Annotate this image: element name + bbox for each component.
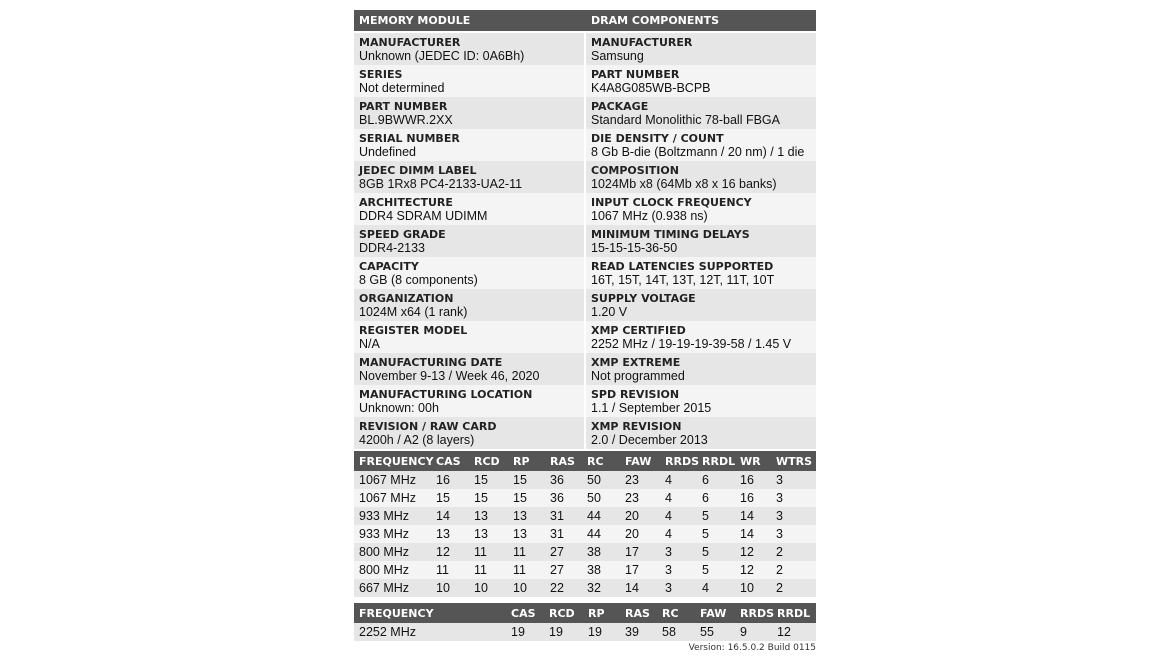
dram-field [586, 65, 816, 97]
table-cell: 11 [469, 561, 508, 579]
column-header: FREQUENCY [354, 451, 431, 471]
table-cell: 38 [582, 561, 620, 579]
field-label: SUPPLY VOLTAGE [591, 292, 696, 305]
column-header: RCD [544, 603, 583, 623]
table-cell: 23 [620, 471, 660, 489]
table-cell: 27 [545, 561, 582, 579]
jedec-timings-table [354, 451, 816, 597]
field-label: REGISTER MODEL [359, 324, 468, 337]
field-value: November 9-13 / Week 46, 2020 [359, 369, 540, 383]
table-cell: 5 [697, 543, 735, 561]
dram-field [586, 161, 816, 193]
dram-field [586, 225, 816, 257]
memory-module-field [354, 65, 584, 97]
table-cell: 10 [508, 579, 545, 597]
dram-component-fields [586, 33, 816, 449]
memory-module-field [354, 353, 584, 385]
column-header: RRDL [697, 451, 735, 471]
field-label: REVISION / RAW CARD [359, 420, 497, 433]
column-header: RAS [545, 451, 582, 471]
table-cell: 15 [431, 489, 469, 507]
field-label: MANUFACTURING DATE [359, 356, 503, 369]
field-label: SPD REVISION [591, 388, 680, 401]
table-cell: 13 [469, 525, 508, 543]
field-label: MANUFACTURING LOCATION [359, 388, 533, 401]
field-label: SERIAL NUMBER [359, 132, 460, 145]
memory-module-field [354, 321, 584, 353]
column-header: FAW [695, 603, 735, 623]
table-cell: 10 [735, 579, 771, 597]
dram-field [586, 289, 816, 321]
table-cell: 16 [735, 471, 771, 489]
column-header: RC [582, 451, 620, 471]
table-row [354, 471, 816, 489]
field-value: 1.20 V [591, 305, 628, 319]
field-value: Samsung [591, 49, 644, 63]
table-cell: 4 [660, 471, 697, 489]
table-cell: 12 [735, 561, 771, 579]
table-row [354, 489, 816, 507]
table-row [354, 525, 816, 543]
column-header: CAS [431, 451, 469, 471]
memory-module-field [354, 289, 584, 321]
table-cell: 2 [771, 561, 816, 579]
table-cell: 3 [771, 507, 816, 525]
table-cell: 10 [469, 579, 508, 597]
field-value: DDR4-2133 [359, 241, 426, 255]
table-cell: 6 [697, 489, 735, 507]
field-label: DIE DENSITY / COUNT [591, 132, 724, 145]
table-cell: 11 [469, 543, 508, 561]
column-header: FAW [620, 451, 660, 471]
field-value: Not determined [359, 81, 445, 95]
table-cell: 2252 MHz [354, 623, 431, 641]
table-cell: 22 [545, 579, 582, 597]
field-value: 1.1 / September 2015 [591, 401, 712, 415]
table-row [354, 561, 816, 579]
table-cell: 667 MHz [354, 579, 431, 597]
table-cell: 16 [735, 489, 771, 507]
dram-field [586, 321, 816, 353]
table-cell: 2 [771, 579, 816, 597]
table-row [354, 579, 816, 597]
table-cell: 5 [697, 525, 735, 543]
memory-module-field [354, 129, 584, 161]
table-cell: 933 MHz [354, 507, 431, 525]
dram-field [586, 129, 816, 161]
table-cell: 16 [431, 471, 469, 489]
dram-field [586, 33, 816, 65]
table-cell: 3 [660, 543, 697, 561]
column-header: RCD [469, 451, 508, 471]
dram-field [586, 385, 816, 417]
memory-module-field [354, 257, 584, 289]
field-value: 4200h / A2 (8 layers) [359, 433, 475, 447]
table-cell: 17 [620, 543, 660, 561]
column-header: RRDS [735, 603, 772, 623]
field-label: SPEED GRADE [359, 228, 446, 241]
table-cell: 58 [657, 623, 695, 641]
field-label: ORGANIZATION [359, 292, 454, 305]
column-header: WTRS [771, 451, 816, 471]
version-label: Version: 16.5.0.2 Build 0115 [688, 643, 816, 653]
table-row [354, 507, 816, 525]
table-cell: 15 [469, 471, 508, 489]
table-cell: 19 [544, 623, 583, 641]
column-header: RP [508, 451, 545, 471]
field-label: PACKAGE [591, 100, 649, 113]
table-cell: 27 [545, 543, 582, 561]
table-cell: 800 MHz [354, 561, 431, 579]
table-cell: 39 [620, 623, 657, 641]
table-cell: 12 [772, 623, 816, 641]
dram-field [586, 353, 816, 385]
field-value: DDR4 SDRAM UDIMM [359, 209, 488, 223]
memory-module-field [354, 161, 584, 193]
table-cell: 11 [508, 543, 545, 561]
table-cell: 17 [620, 561, 660, 579]
table-cell: 19 [506, 623, 544, 641]
field-label: COMPOSITION [591, 164, 679, 177]
table-cell: 31 [545, 507, 582, 525]
field-value: BL.9BWWR.2XX [359, 113, 453, 127]
table-cell: 11 [508, 561, 545, 579]
field-label: INPUT CLOCK FREQUENCY [591, 196, 752, 209]
table-cell: 12 [735, 543, 771, 561]
column-header: WR [735, 451, 771, 471]
table-cell: 3 [771, 525, 816, 543]
field-value: 8 GB (8 components) [359, 273, 478, 287]
table-cell: 14 [735, 507, 771, 525]
field-value: 8GB 1Rx8 PC4-2133-UA2-11 [359, 177, 523, 191]
table-row [354, 623, 816, 641]
field-value: Unknown: 00h [359, 401, 439, 415]
field-label: CAPACITY [359, 260, 419, 273]
table-cell: 38 [582, 543, 620, 561]
table-cell: 36 [545, 489, 582, 507]
dram-field [586, 257, 816, 289]
table-cell: 23 [620, 489, 660, 507]
table-cell [431, 623, 506, 641]
field-label: PART NUMBER [591, 68, 680, 81]
table-cell: 44 [582, 525, 620, 543]
memory-module-field [354, 385, 584, 417]
memory-module-field [354, 193, 584, 225]
column-header: FREQUENCY [354, 603, 431, 623]
table-cell: 933 MHz [354, 525, 431, 543]
field-value: 16T, 15T, 14T, 13T, 12T, 11T, 10T [591, 273, 775, 287]
table-cell: 10 [431, 579, 469, 597]
table-cell: 1067 MHz [354, 489, 431, 507]
column-header: RRDL [772, 603, 816, 623]
table-cell: 11 [431, 561, 469, 579]
dram-components-header: DRAM COMPONENTS [591, 14, 720, 27]
memory-module-field [354, 33, 584, 65]
table-cell: 15 [508, 471, 545, 489]
table-cell: 32 [582, 579, 620, 597]
memory-module-field [354, 417, 584, 449]
table-cell: 3 [660, 561, 697, 579]
section-header [354, 10, 816, 31]
dram-field [586, 193, 816, 225]
column-header: RC [657, 603, 695, 623]
field-value: Standard Monolithic 78-ball FBGA [591, 113, 780, 127]
field-value: 1024Mb x8 (64Mb x8 x 16 banks) [591, 177, 777, 191]
memory-module-fields [354, 33, 584, 449]
table-cell: 20 [620, 507, 660, 525]
table-cell: 3 [660, 579, 697, 597]
table-cell: 12 [431, 543, 469, 561]
table-cell: 20 [620, 525, 660, 543]
table-cell: 3 [771, 489, 816, 507]
field-label: MINIMUM TIMING DELAYS [591, 228, 750, 241]
table-cell: 6 [697, 471, 735, 489]
table-cell: 14 [620, 579, 660, 597]
memory-module-field [354, 225, 584, 257]
field-value: N/A [359, 337, 380, 351]
table-cell: 9 [735, 623, 772, 641]
table-cell: 2 [771, 543, 816, 561]
field-label: XMP REVISION [591, 420, 682, 433]
table-cell: 14 [431, 507, 469, 525]
table-cell: 4 [660, 525, 697, 543]
field-value: Not programmed [591, 369, 685, 383]
xmp-timings-table [354, 603, 816, 641]
table-cell: 13 [469, 507, 508, 525]
field-label: PART NUMBER [359, 100, 448, 113]
table-cell: 13 [508, 507, 545, 525]
dram-field [586, 417, 816, 449]
field-label: JEDEC DIMM LABEL [359, 164, 477, 177]
spd-panel [354, 10, 816, 653]
memory-module-field [354, 97, 584, 129]
field-value: 8 Gb B-die (Boltzmann / 20 nm) / 1 die [591, 145, 805, 159]
table-cell: 36 [545, 471, 582, 489]
field-value: 15-15-15-36-50 [591, 241, 678, 255]
table-cell: 44 [582, 507, 620, 525]
table-cell: 5 [697, 507, 735, 525]
field-value: K4A8G085WB-BCPB [591, 81, 711, 95]
table-cell: 14 [735, 525, 771, 543]
field-label: XMP EXTREME [591, 356, 681, 369]
field-label: READ LATENCIES SUPPORTED [591, 260, 774, 273]
column-header: RP [583, 603, 620, 623]
column-header: RRDS [660, 451, 697, 471]
table-cell: 15 [508, 489, 545, 507]
field-label: MANUFACTURER [591, 36, 693, 49]
field-value: Undefined [359, 145, 416, 159]
field-value: 1024M x64 (1 rank) [359, 305, 468, 319]
table-cell: 13 [431, 525, 469, 543]
table-cell: 15 [469, 489, 508, 507]
field-value: Unknown (JEDEC ID: 0A6Bh) [359, 49, 525, 63]
table-cell: 5 [697, 561, 735, 579]
table-cell: 3 [771, 471, 816, 489]
table-cell: 50 [582, 471, 620, 489]
field-value: 2252 MHz / 19-19-19-39-58 / 1.45 V [591, 337, 792, 351]
table-cell: 4 [660, 489, 697, 507]
field-value: 2.0 / December 2013 [591, 433, 708, 447]
dram-field [586, 97, 816, 129]
table-cell: 4 [697, 579, 735, 597]
table-cell: 50 [582, 489, 620, 507]
table-cell: 19 [583, 623, 620, 641]
field-label: ARCHITECTURE [359, 196, 453, 209]
field-label: MANUFACTURER [359, 36, 461, 49]
table-cell: 800 MHz [354, 543, 431, 561]
column-header [431, 603, 506, 623]
table-cell: 55 [695, 623, 735, 641]
table-cell: 13 [508, 525, 545, 543]
fields-grid [354, 33, 816, 449]
column-header: RAS [620, 603, 657, 623]
table-cell: 1067 MHz [354, 471, 431, 489]
field-label: SERIES [359, 68, 403, 81]
table-row [354, 543, 816, 561]
column-header: CAS [506, 603, 544, 623]
field-label: XMP CERTIFIED [591, 324, 686, 337]
field-value: 1067 MHz (0.938 ns) [591, 209, 708, 223]
memory-module-header: MEMORY MODULE [359, 14, 471, 27]
table-cell: 4 [660, 507, 697, 525]
table-cell: 31 [545, 525, 582, 543]
